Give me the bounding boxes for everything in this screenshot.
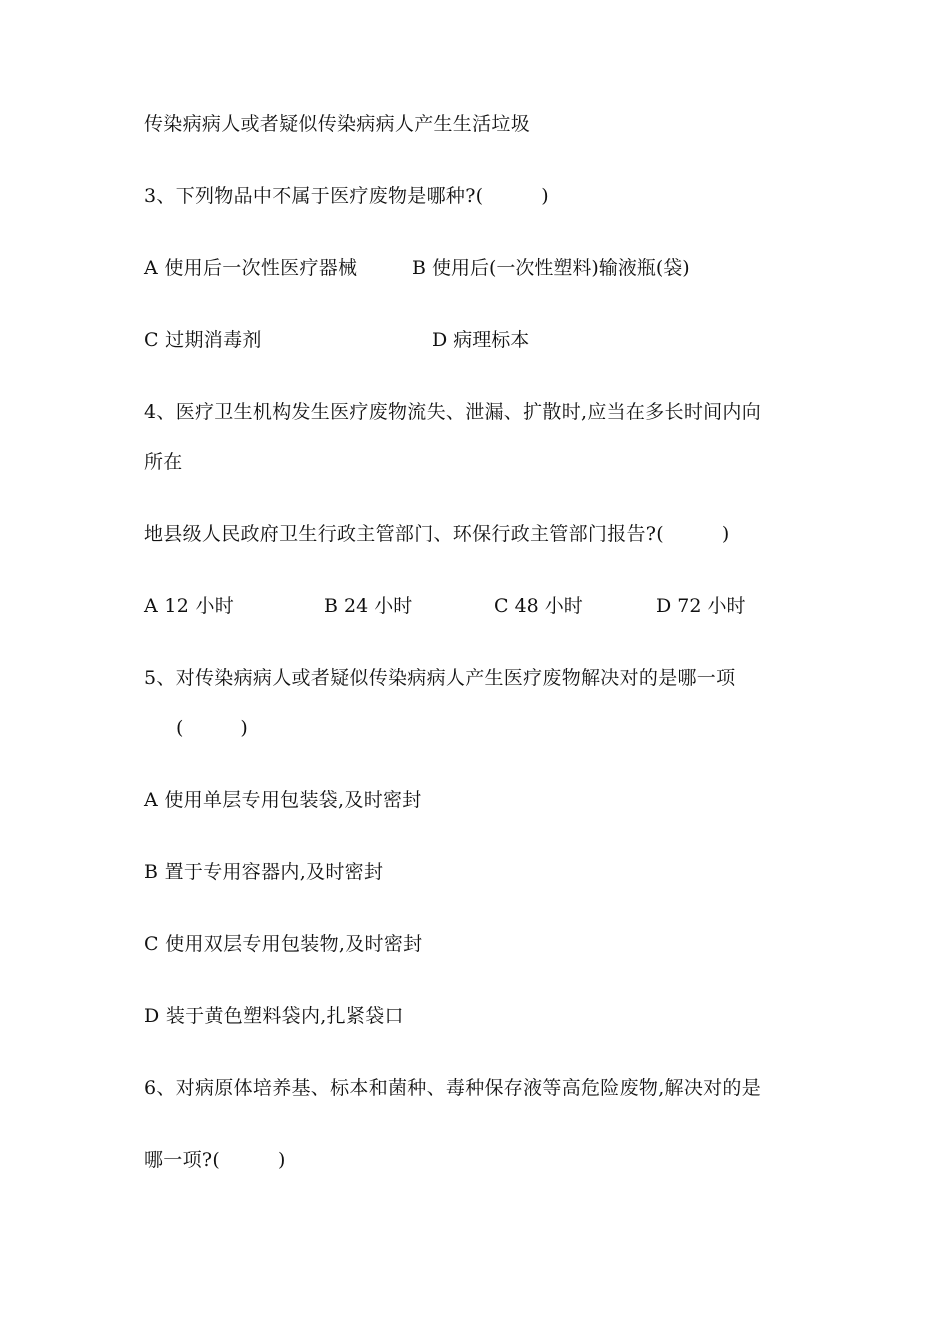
question-4-line-2: 所在 bbox=[144, 451, 183, 473]
option-3a: A 使用后一次性医疗器械 bbox=[144, 257, 358, 279]
option-5a: A 使用单层专用包装袋,及时密封 bbox=[144, 789, 422, 811]
option-5c: C 使用双层专用包装物,及时密封 bbox=[144, 933, 423, 955]
question-5-line-1: 5、对传染病病人或者疑似传染病病人产生医疗废物解决对的是哪一项 bbox=[144, 667, 736, 689]
option-5d: D 装于黄色塑料袋内,扎紧袋口 bbox=[144, 1005, 404, 1027]
question-6-line-2: 哪一项?( ) bbox=[144, 1149, 286, 1171]
question-6-line-1: 6、对病原体培养基、标本和菌种、毒种保存液等高危险废物,解决对的是 bbox=[144, 1077, 762, 1099]
option-3c: C 过期消毒剂 bbox=[144, 329, 262, 351]
option-4a: A 12 小时 bbox=[144, 595, 235, 617]
option-5b: B 置于专用容器内,及时密封 bbox=[144, 861, 384, 883]
option-4c: C 48 小时 bbox=[494, 595, 583, 617]
option-3b: B 使用后(一次性塑料)输液瓶(袋) bbox=[412, 257, 690, 279]
question-3: 3、下列物品中不属于医疗废物是哪种?( ) bbox=[144, 185, 550, 207]
question-5-line-2: ( ) bbox=[176, 717, 248, 739]
question-4-line-1: 4、医疗卫生机构发生医疗废物流失、泄漏、扩散时,应当在多长时间内向 bbox=[144, 401, 762, 423]
option-4d: D 72 小时 bbox=[656, 595, 746, 617]
option-3d: D 病理标本 bbox=[432, 329, 530, 351]
question-4-line-3: 地县级人民政府卫生行政主管部门、环保行政主管部门报告?( ) bbox=[144, 523, 730, 545]
text-line: 传染病病人或者疑似传染病病人产生生活垃圾 bbox=[144, 113, 531, 135]
option-4b: B 24 小时 bbox=[324, 595, 413, 617]
